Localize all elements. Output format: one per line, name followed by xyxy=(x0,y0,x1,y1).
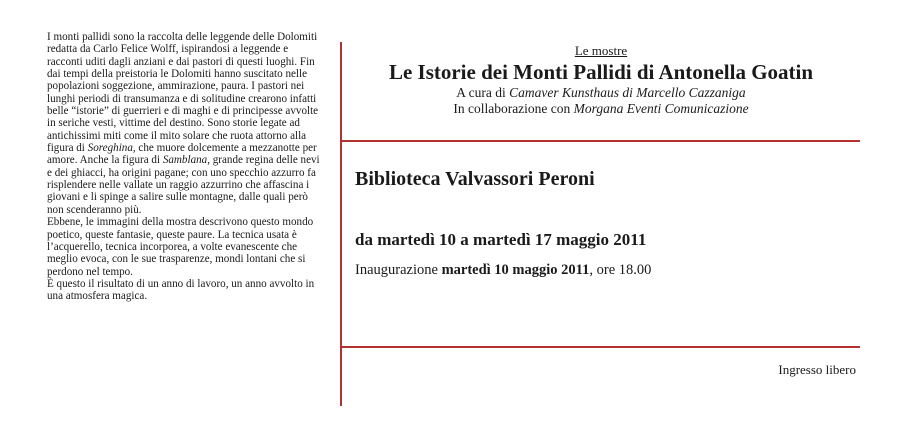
exhibition-title: Le Istorie dei Monti Pallidi di Antonella Goatin xyxy=(388,60,814,84)
collaboration-line xyxy=(342,101,860,117)
description-run: , che muore dolcemente a mezzanotte per amore. Anche la figura di xyxy=(47,142,317,167)
description-paragraph-2: Ebbene, le immagini della mostra descrivono questo mondo poetico, queste fantasie, queste paure. La tecnica usata è l’acquerello, tecnica incorporea, a volte evanescente che meglio evoca, con le sue trasparenze, mondi lontani che si perdono nel tempo. xyxy=(47,216,314,278)
horizontal-divider-bottom xyxy=(341,346,860,348)
legend-name: Samblana xyxy=(162,154,208,167)
description-paragraph-1 xyxy=(47,31,325,216)
description-text xyxy=(47,31,325,303)
description-run: , grande regina delle nevi e dei ghiacci, ha origini pagane; con uno specchio azzurro fa risplendere nelle vallate un raggio azzurrino che affascina i giovani e li spinge a salire sulle montagne, dalle quali però non scenderanno più. xyxy=(47,154,320,216)
collaboration-name: Morgana Eventi Comunicazione xyxy=(573,101,749,116)
description-run: I monti pallidi sono la raccolta delle leggende delle Dolomiti redatta da Carlo Felice Wolff, ispirandosi a leggende e racconti uditi dagli anziani e dai pastori di questi luoghi. Fin dai tempi della preistoria le Dolomiti hanno suscitato nelle popolazioni soggezione, ammirazione, paura. I pastori nei lunghi periodi di transumanza e di solitudine crearono infatti belle “istorie” di guerrieri e di maghi e di principesse avvolte in seriche vesti, vittime del destino. Sono storie legate ad antichissimi miti come il mito solare che ruota attorno alla figura di xyxy=(47,31,319,155)
horizontal-divider-top xyxy=(341,140,860,142)
curator-line xyxy=(342,85,860,101)
opening-line xyxy=(355,262,651,279)
section-kicker: Le mostre xyxy=(574,43,628,58)
opening-prefix: Inaugurazione xyxy=(355,262,442,278)
opening-date: martedì 10 maggio 2011 xyxy=(441,262,590,278)
description-paragraph-3: È questo il risultato di un anno di lavoro, un anno avvolto in una atmosfera magica. xyxy=(47,277,315,303)
curator-prefix: A cura di xyxy=(456,85,510,100)
legend-name: Soreghina xyxy=(87,142,133,155)
exhibition-dates: da martedì 10 a martedì 17 maggio 2011 xyxy=(355,230,647,249)
curator-name: Camaver Kunsthaus di Marcello Cazzaniga xyxy=(509,85,746,100)
exhibition-header xyxy=(342,44,860,117)
collaboration-prefix: In collaborazione con xyxy=(453,101,574,116)
opening-time: , ore 18.00 xyxy=(589,262,652,278)
entry-note: Ingresso libero xyxy=(778,362,856,377)
venue-name: Biblioteca Valvassori Peroni xyxy=(355,168,595,190)
